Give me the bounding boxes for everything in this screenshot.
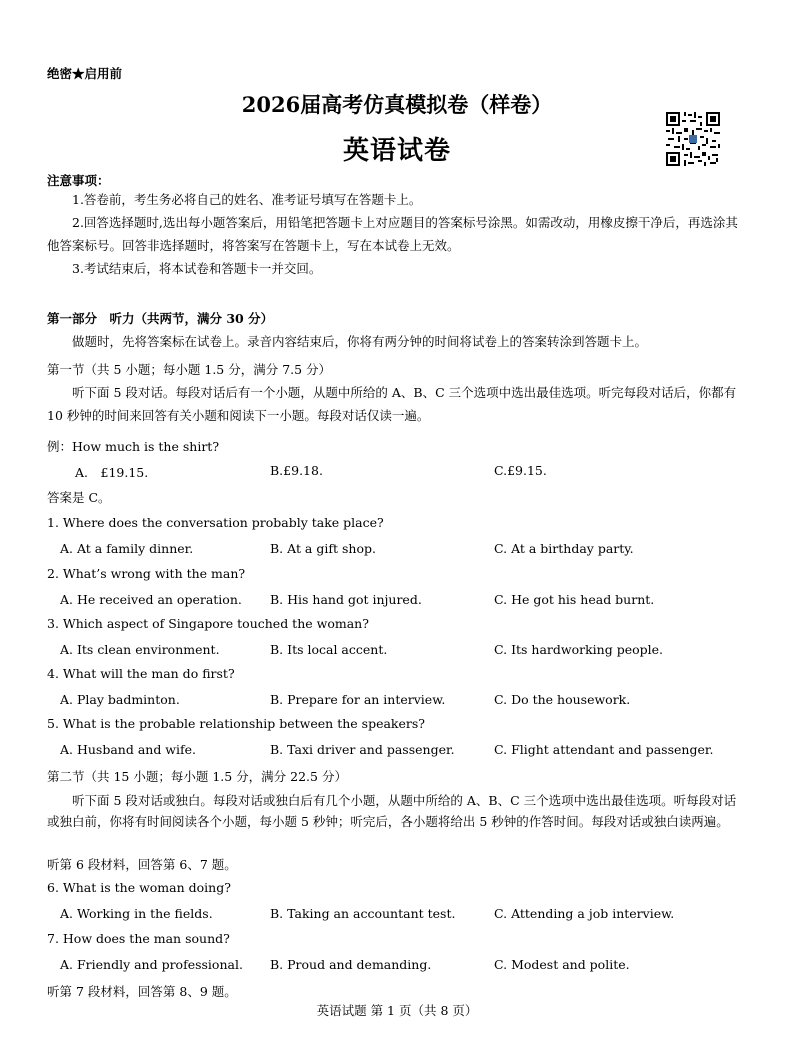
- material-7-heading: 听第 7 段材料，回答第 8、9 题。: [47, 984, 237, 999]
- question-2-option-b: B. His hand got injured.: [270, 592, 422, 607]
- exam-title: 2026届高考仿真模拟卷（样卷）: [241, 92, 553, 117]
- example-option-c: C.£9.15.: [494, 463, 547, 478]
- example-option-b: B.£9.18.: [270, 463, 323, 478]
- example-option-a: A. £19.15.: [75, 465, 149, 480]
- question-4-option-b: B. Prepare for an interview.: [270, 692, 446, 707]
- page-footer: 英语试题 第 1 页（共 8 页）: [316, 1003, 478, 1018]
- question-6-option-c: C. Attending a job interview.: [494, 906, 675, 921]
- notice-item-2: 2.回答选择题时,选出每小题答案后，用铅笔把答题卡上对应题目的答案标号涂黑。如需改动，用橡皮擦干净后，再选涂其他答案标号。回答非选择题时，将答案写在答题卡上，写在本试卷上无效。: [47, 215, 738, 253]
- question-5: 5. What is the probable relationship between the speakers?: [47, 716, 425, 731]
- question-1: 1. Where does the conversation probably take place?: [47, 515, 384, 530]
- question-4: 4. What will the man do first?: [47, 666, 235, 681]
- example-question: 例：How much is the shirt?: [47, 439, 220, 454]
- question-1-option-c: C. At a birthday party.: [494, 541, 634, 556]
- confidential-label: 绝密★启用前: [47, 66, 123, 81]
- part1-intro: 做题时，先将答案标在试卷上。录音内容结束后，你将有两分钟的时间将试卷上的答案转涂到答题卡上。: [72, 334, 648, 349]
- section2-heading: 第二节（共 15 小题；每小题 1.5 分，满分 22.5 分）: [47, 769, 347, 784]
- question-3: 3. Which aspect of Singapore touched the woman?: [47, 616, 369, 631]
- question-2: 2. What’s wrong with the man?: [47, 566, 246, 581]
- question-7-option-c: C. Modest and polite.: [494, 957, 630, 972]
- notice-heading: 注意事项：: [47, 173, 110, 188]
- question-2-option-c: C. He got his head burnt.: [494, 592, 655, 607]
- part1-heading: 第一部分 听力（共两节，满分 30 分）: [47, 311, 274, 326]
- notice-item-3: 3.考试结束后，将本试卷和答题卡一并交回。: [72, 261, 322, 276]
- question-7: 7. How does the man sound?: [47, 931, 230, 946]
- section2-instructions: 听下面 5 段对话或独白。每段对话或独白后有几个小题，从题中所给的 A、B、C 三个选项中选出最佳选项。听每段对话或独白前，你将有时间阅读各个小题，每小题 5 秒钟；听完后，各小题将给出 5 秒钟的作答时间。每段对话或独白读两遍。: [47, 793, 737, 829]
- question-5-option-b: B. Taxi driver and passenger.: [270, 742, 455, 757]
- question-3-option-c: C. Its hardworking people.: [494, 642, 663, 657]
- question-4-option-c: C. Do the housework.: [494, 692, 631, 707]
- question-5-option-c: C. Flight attendant and passenger.: [494, 742, 714, 757]
- exam-subject: 英语试卷: [342, 136, 451, 166]
- notice-item-1: 1.答卷前，考生务必将自己的姓名、准考证号填写在答题卡上。: [72, 192, 422, 207]
- question-2-option-a: A. He received an operation.: [60, 592, 242, 607]
- question-3-option-a: A. Its clean environment.: [60, 642, 220, 657]
- question-6: 6. What is the woman doing?: [47, 880, 231, 895]
- question-3-option-b: B. Its local accent.: [270, 642, 388, 657]
- question-4-option-a: A. Play badminton.: [60, 692, 180, 707]
- section1-heading: 第一节（共 5 小题；每小题 1.5 分，满分 7.5 分）: [47, 362, 332, 377]
- question-1-option-a: A. At a family dinner.: [60, 541, 194, 556]
- question-7-option-a: A. Friendly and professional.: [60, 957, 243, 972]
- qr-code-icon: [666, 112, 720, 166]
- question-1-option-b: B. At a gift shop.: [270, 541, 376, 556]
- example-answer: 答案是 C。: [47, 490, 111, 505]
- question-5-option-a: A. Husband and wife.: [60, 742, 196, 757]
- question-6-option-a: A. Working in the fields.: [60, 906, 213, 921]
- question-6-option-b: B. Taking an accountant test.: [270, 906, 456, 921]
- material-6-heading: 听第 6 段材料，回答第 6、7 题。: [47, 857, 237, 872]
- question-7-option-b: B. Proud and demanding.: [270, 957, 432, 972]
- section1-instructions: 听下面 5 段对话。每段对话后有一个小题，从题中所给的 A、B、C 三个选项中选出最佳选项。听完每段对话后，你都有 10 秒钟的时间来回答有关小题和阅读下一小题。每段对话仅读一遍。: [47, 385, 737, 423]
